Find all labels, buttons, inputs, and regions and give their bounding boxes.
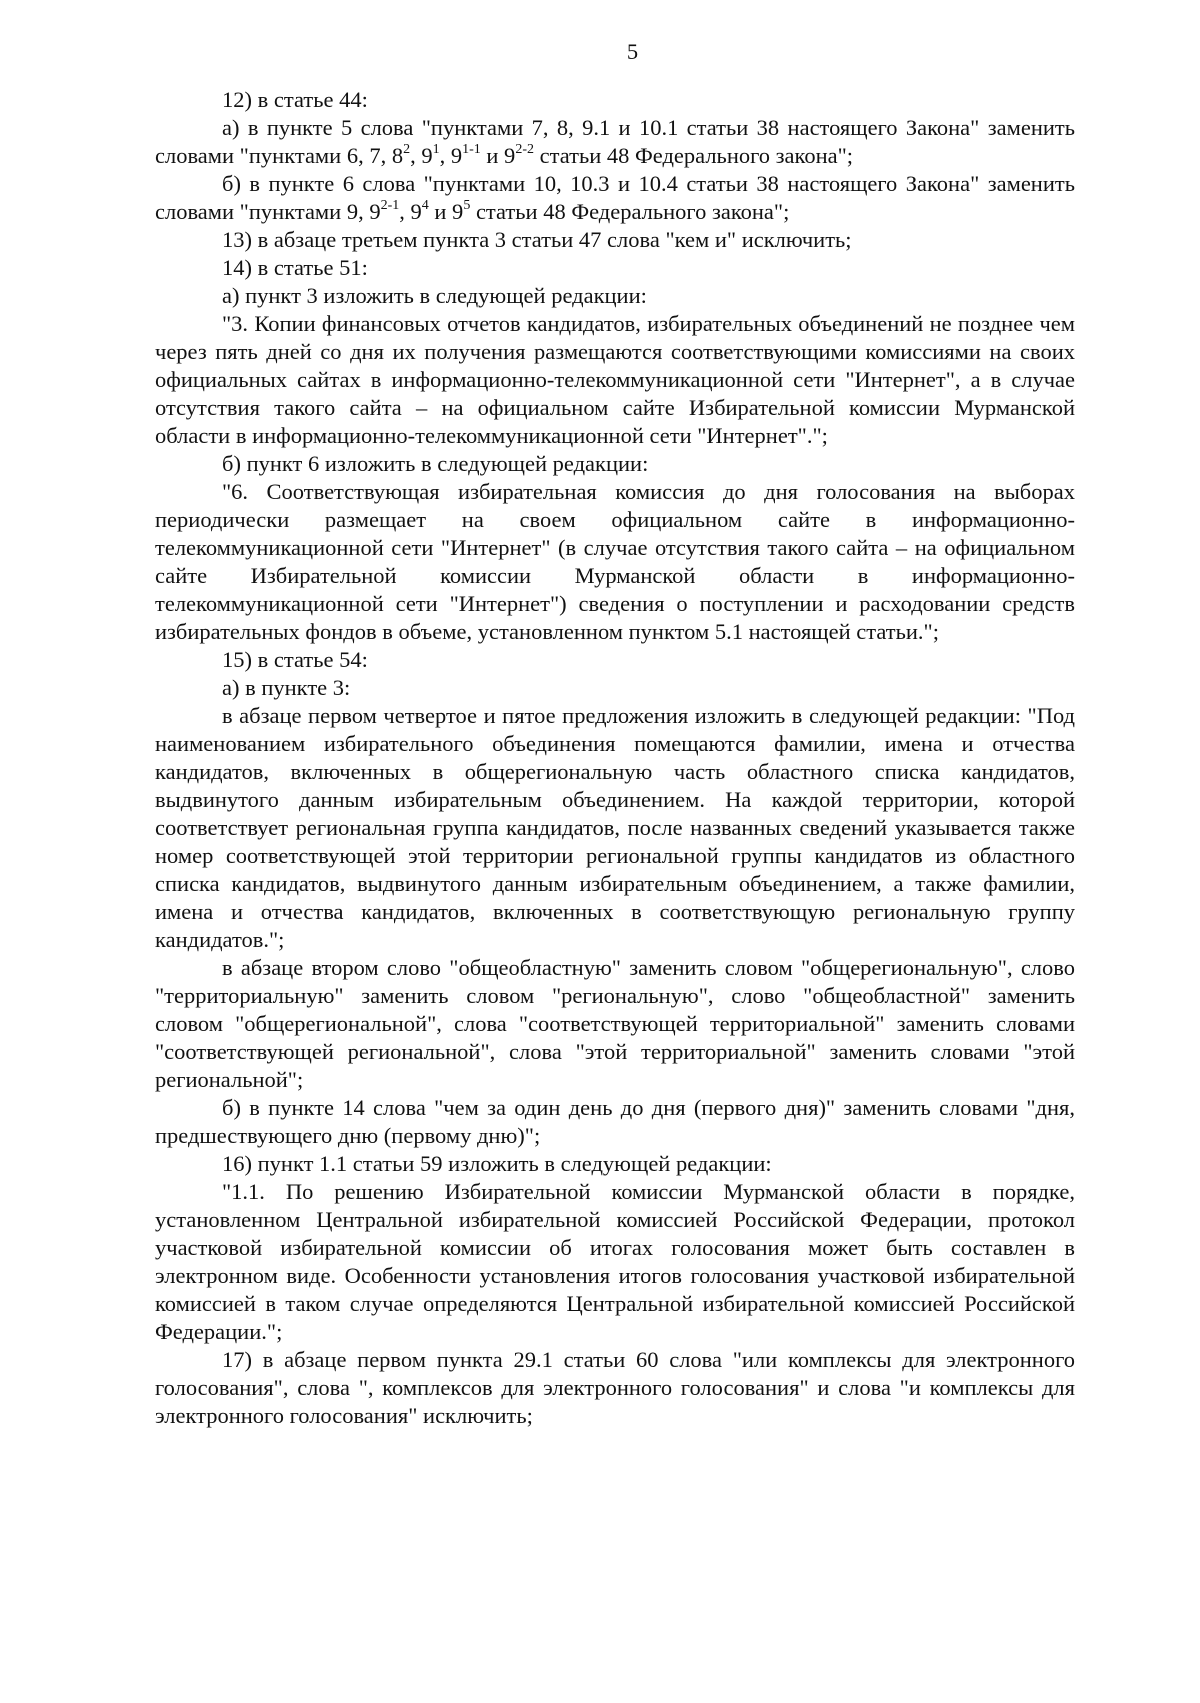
paragraph-item-16: 16) пункт 1.1 статьи 59 изложить в следующей редакции: [222, 1151, 772, 1176]
paragraph-quote-6: "6. Соответствующая избирательная комиссия до дня голосования на выборах периодически размещает на своем официальном сайте в информационно-телекоммуникационной сети "Интернет" (в случае отсутствия такого сайта – на официальном сайте Избирательной комиссии Мурманской области в информационно-телекоммуникационной сети "Интернет") сведения о поступлении и расходовании средств избирательных фондов в объеме, установленном пунктом 5.1 настоящей статьи."; [155, 479, 1075, 644]
paragraph-subitem-b: б) пункт 6 изложить в следующей редакции: [222, 451, 649, 476]
paragraph-item-13: 13) в абзаце третьем пункта 3 статьи 47 слова "кем и" исключить; [222, 227, 852, 252]
paragraph-quote-3: "3. Копии финансовых отчетов кандидатов, избирательных объединений не позднее чем через пять дней со дня их получения размещаются соответствующими комиссиями на своих официальных сайтах в информационно-телекоммуникационной сети "Интернет", а в случае отсутствия такого сайта – на официальном сайте Избирательной комиссии Мурманской области в информационно-телекоммуникационной сети "Интернет"."; [155, 311, 1075, 448]
paragraph-abzac-first: в абзаце первом четвертое и пятое предложения изложить в следующей редакции: "Под наименованием избирательного объединения помещаются фамилии, имена и отчества кандидатов, включенных в общерегиональную часть областного списка кандидатов, выдвинутого данным избирательным объединением. На каждой территории, которой соответствует региональная группа кандидатов, после названных сведений указывается также номер соответствующей этой территории региональной группы кандидатов из областного списка кандидатов, выдвинутого данным избирательным объединением, а также фамилии, имена и отчества кандидатов, включенных в соответствующую региональную группу кандидатов."; [155, 703, 1075, 952]
paragraph-subitem-a: а) в пункте 5 слова "пунктами 7, 8, 9.1 и 10.1 статьи 38 настоящего Закона" заменить словами "пунктами 6, 7, $8^2$, $9^1$, 9$^{1-1}$ и 9$^{2-2}$ статьи 48 Федерального закона"; [155, 115, 1075, 168]
paragraph-quote-1-1: "1.1. По решению Избирательной комиссии Мурманской области в порядке, установленном Центральной избирательной комиссией Российской Федерации, протокол участковой избирательной комиссии об итогах голосования может быть составлен в электронном виде. Особенности установления итогов голосования участковой избирательной комиссией в таком случае определяются Центральной избирательной комиссией Российской Федерации."; [155, 1179, 1075, 1344]
paragraph-subitem-b: б) в пункте 6 слова "пунктами 10, 10.3 и 10.4 статьи 38 настоящего Закона" заменить словами "пунктами 9, 9$^{2-1}$, $9^4$ и $9^5$ статьи 48 Федерального закона"; [155, 171, 1075, 224]
paragraph-item-17: 17) в абзаце первом пункта 29.1 статьи 60 слова "или комплексы для электронного голосования", слова ", комплексов для электронного голосования" и слова "и комплексы для электронного голосования" исключить; [155, 1347, 1075, 1428]
paragraph-abzac-second: в абзаце втором слово "общеобластную" заменить словом "общерегиональную", слово "территориальную" заменить словом "региональную", слово "общеобластной" заменить словом "общерегиональной", слова "соответствующей территориальной" заменить словами "соответствующей региональной", слова "этой территориальной" заменить словами "этой региональной"; [155, 955, 1075, 1092]
paragraph-subitem-a: а) в пункте 3: [222, 675, 351, 700]
paragraph-item-12: 12) в статье 44: [222, 87, 368, 112]
paragraph-item-14: 14) в статье 51: [222, 255, 368, 280]
paragraph-subitem-a: а) пункт 3 изложить в следующей редакции: [222, 283, 647, 308]
paragraph-item-15: 15) в статье 54: [222, 647, 368, 672]
document-page [155, 38, 1075, 1430]
page-number: 5 [626, 39, 639, 64]
paragraph-subitem-b: б) в пункте 14 слова "чем за один день до дня (первого дня)" заменить словами "дня, предшествующего дню (первому дню)"; [155, 1095, 1075, 1148]
